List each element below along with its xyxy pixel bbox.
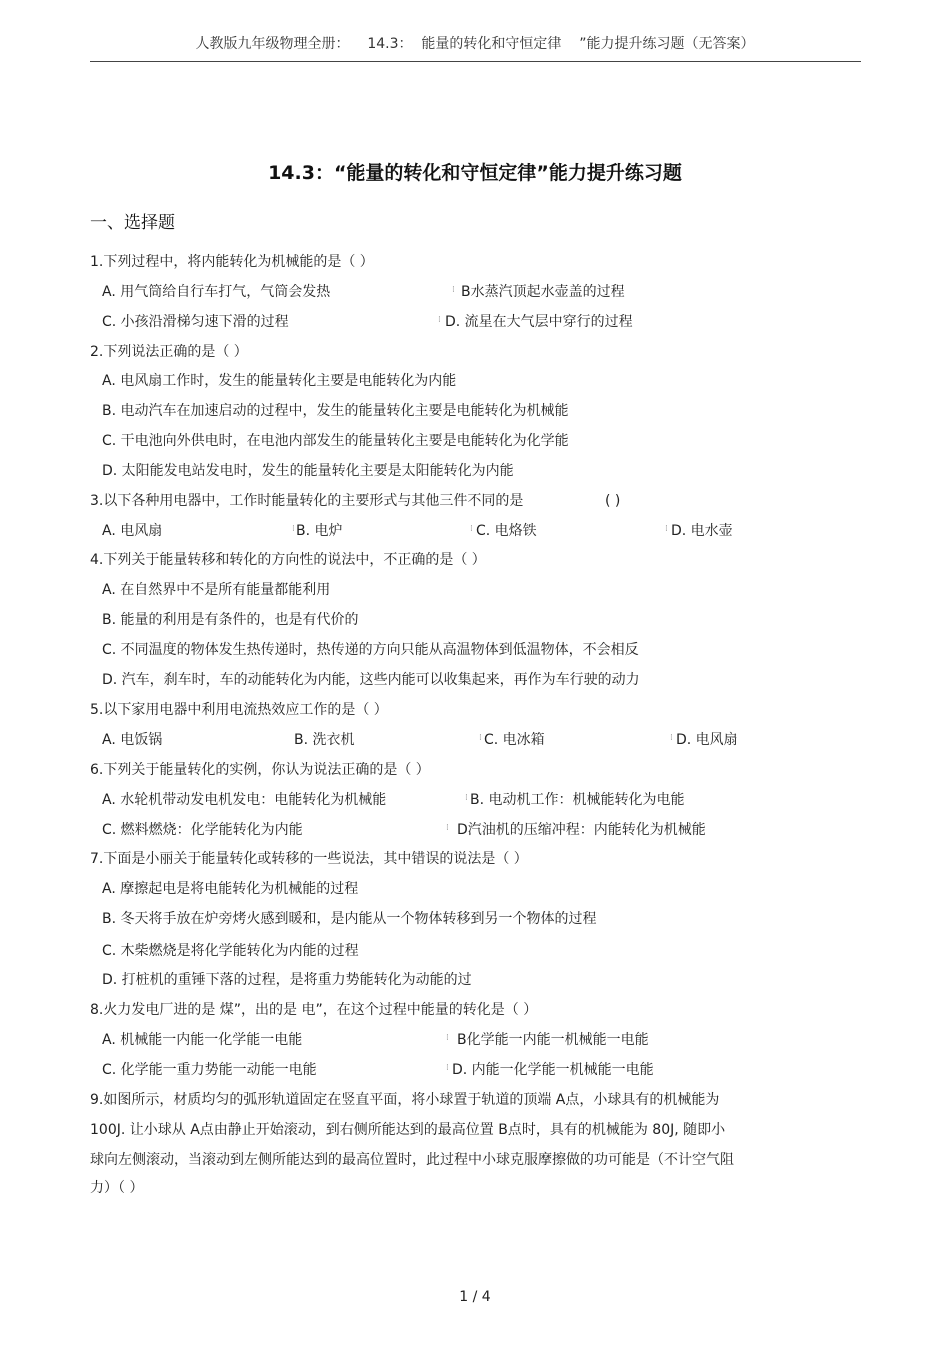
question-2-option-c: C. 干电池向外供电时，在电池内部发生的能量转化主要是电能转化为化学能 [102, 433, 569, 449]
question-8-option-d: D. 内能一化学能一机械能一电能 [452, 1062, 654, 1078]
question-6-option-b: B. 电动机工作：机械能转化为电能 [470, 792, 685, 808]
question-1-option-a: A. 用气筒给自行车打气，气筒会发热 [102, 284, 331, 300]
question-4-option-b: B. 能量的利用是有条件的，也是有代价的 [102, 612, 359, 628]
column-marker: ⁞ [438, 315, 441, 325]
column-marker: ⁞ [446, 1033, 449, 1043]
question-6-option-d: D汽油机的压缩冲程：内能转化为机械能 [457, 822, 706, 838]
question-4-stem: 4.下列关于能量转移和转化的方向性的说法中，不正确的是（ ） [90, 552, 486, 568]
question-3-option-c: C. 电烙铁 [476, 523, 537, 539]
question-5-option-b: B. 洗衣机 [294, 732, 355, 748]
question-9-line-4: 力）（ ） [90, 1180, 144, 1196]
question-7-option-d: D. 打桩机的重锤下落的过程，是将重力势能转化为动能的过 [102, 972, 472, 988]
question-9-line-3: 球向左侧滚动，当滚动到左侧所能达到的最高位置时，此过程中小球克服摩擦做的功可能是（不计空气阻 [90, 1152, 734, 1168]
question-3-stem: 3.以下各种用电器中，工作时能量转化的主要形式与其他三件不同的是 [90, 493, 524, 509]
question-8-option-b: B化学能一内能一机械能一电能 [457, 1032, 649, 1048]
question-5-option-a: A. 电饭锅 [102, 732, 163, 748]
running-header: 人教版九年级物理全册： 14.3： 能量的转化和守恒定律 ”能力提升练习题（无答案） [195, 36, 755, 52]
page-title: 14.3：“能量的转化和守恒定律”能力提升练习题 [268, 162, 682, 184]
column-marker: ⁞ [470, 524, 473, 534]
question-5-stem: 5.以下家用电器中利用电流热效应工作的是（ ） [90, 702, 388, 718]
question-1-option-c: C. 小孩沿滑梯匀速下滑的过程 [102, 314, 289, 330]
question-3-option-a: A. 电风扇 [102, 523, 163, 539]
question-2-option-d: D. 太阳能发电站发电时，发生的能量转化主要是太阳能转化为内能 [102, 463, 514, 479]
question-4-option-a: A. 在自然界中不是所有能量都能利用 [102, 582, 331, 598]
column-marker: ⁞ [446, 1063, 449, 1073]
header-rule [90, 61, 861, 62]
question-7-stem: 7.下面是小丽关于能量转化或转移的一些说法，其中错误的说法是（ ） [90, 851, 528, 867]
question-9-line-2: 100J. 让小球从 A点由静止开始滚动，到右侧所能达到的最高位置 B点时，具有的机械能为 80J, 随即小 [90, 1122, 726, 1138]
column-marker: ⁞ [665, 524, 668, 534]
column-marker: ⁞ [292, 524, 295, 534]
question-4-option-c: C. 不同温度的物体发生热传递时，热传递的方向只能从高温物体到低温物体，不会相反 [102, 642, 639, 658]
column-marker: ⁞ [446, 823, 449, 833]
question-1-option-d: D. 流星在大气层中穿行的过程 [445, 314, 633, 330]
question-2-option-a: A. 电风扇工作时，发生的能量转化主要是电能转化为内能 [102, 373, 457, 389]
column-marker: ⁞ [452, 285, 455, 295]
question-2-option-b: B. 电动汽车在加速启动的过程中，发生的能量转化主要是电能转化为机械能 [102, 403, 569, 419]
question-1-option-b: B水蒸汽顶起水壶盖的过程 [461, 284, 625, 300]
column-marker: ⁞ [465, 793, 468, 803]
question-7-option-b: B. 冬天将手放在炉旁烤火感到暖和，是内能从一个物体转移到另一个物体的过程 [102, 911, 597, 927]
question-6-option-a: A. 水轮机带动发电机发电：电能转化为机械能 [102, 792, 387, 808]
column-marker: ⁞ [670, 733, 673, 743]
question-3-option-d: D. 电水壶 [671, 523, 733, 539]
question-6-stem: 6.下列关于能量转化的实例，你认为说法正确的是（ ） [90, 762, 430, 778]
question-3-paren: ( ) [605, 493, 621, 509]
question-7-option-c: C. 木柴燃烧是将化学能转化为内能的过程 [102, 943, 359, 959]
question-1-stem: 1.下列过程中，将内能转化为机械能的是（ ） [90, 254, 374, 270]
question-8-stem: 8.火力发电厂进的是 煤”，出的是 电”，在这个过程中能量的转化是（ ） [90, 1002, 538, 1018]
question-4-option-d: D. 汽车，刹车时，车的动能转化为内能，这些内能可以收集起来，再作为车行驶的动力 [102, 672, 640, 688]
question-2-stem: 2.下列说法正确的是（ ） [90, 344, 248, 360]
question-8-option-c: C. 化学能一重力势能一动能一电能 [102, 1062, 317, 1078]
question-6-option-c: C. 燃料燃烧：化学能转化为内能 [102, 822, 303, 838]
page-number: 1 / 4 [459, 1289, 491, 1305]
question-3-option-b: B. 电炉 [296, 523, 343, 539]
section-heading: 一、选择题 [90, 213, 175, 233]
question-7-option-a: A. 摩擦起电是将电能转化为机械能的过程 [102, 881, 359, 897]
question-5-option-d: D. 电风扇 [676, 732, 738, 748]
question-5-option-c: C. 电冰箱 [484, 732, 545, 748]
question-9-line-1: 9.如图所示，材质均匀的弧形轨道固定在竖直平面，将小球置于轨道的顶端 A点，小球具有的机械能为 [90, 1092, 720, 1108]
column-marker: ⁞ [479, 733, 482, 743]
question-8-option-a: A. 机械能一内能一化学能一电能 [102, 1032, 303, 1048]
